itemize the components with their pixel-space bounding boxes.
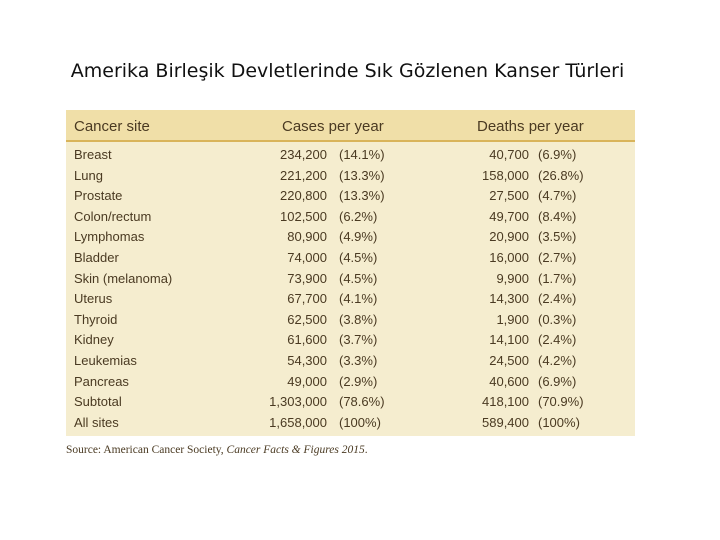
table-row — [66, 310, 635, 331]
cell-cancer-site: Lung — [74, 167, 103, 183]
cell-deaths: 589,400 — [482, 414, 529, 430]
cell-deaths-percent: (3.5%) — [538, 229, 577, 245]
cell-cases-percent: (78.6%) — [339, 394, 385, 410]
cell-deaths: 20,900 — [489, 229, 529, 245]
table-row — [66, 207, 635, 228]
table-row — [66, 413, 635, 434]
cell-deaths-percent: (2.4%) — [538, 291, 577, 307]
table-row — [66, 392, 635, 413]
cell-deaths: 1,900 — [496, 311, 529, 327]
cell-deaths-percent: (0.3%) — [538, 311, 577, 327]
cell-cases-percent: (13.3%) — [339, 167, 385, 183]
cell-deaths: 24,500 — [489, 352, 529, 368]
table-body — [66, 145, 635, 433]
cell-cases: 234,200 — [280, 147, 327, 162]
cell-cancer-site: Bladder — [74, 249, 119, 265]
cell-cases: 102,500 — [280, 208, 327, 224]
header-cancer-site: Cancer site — [74, 118, 150, 135]
cell-deaths: 40,700 — [489, 147, 529, 162]
cell-cases-percent: (13.3%) — [339, 188, 385, 204]
source-note — [66, 444, 368, 456]
cell-cancer-site: Skin (melanoma) — [74, 270, 173, 286]
cell-deaths: 14,300 — [489, 291, 529, 307]
cell-deaths-percent: (6.9%) — [538, 373, 577, 389]
source-prefix: Source: American Cancer Society, — [66, 444, 227, 456]
cell-cases: 62,500 — [287, 311, 327, 327]
cell-cases: 73,900 — [287, 270, 327, 286]
cell-cases-percent: (100%) — [339, 414, 381, 430]
cell-deaths-percent: (8.4%) — [538, 208, 577, 224]
cell-cancer-site: Colon/rectum — [74, 208, 152, 224]
cell-cancer-site: Leukemias — [74, 352, 137, 368]
table-row — [66, 227, 635, 248]
cell-cancer-site: Thyroid — [74, 311, 118, 327]
cell-cases-percent: (4.5%) — [339, 249, 378, 265]
cell-cancer-site: Kidney — [74, 332, 114, 348]
table-row — [66, 289, 635, 310]
table-row — [66, 166, 635, 187]
cell-deaths: 9,900 — [496, 270, 529, 286]
cell-deaths: 27,500 — [489, 188, 529, 204]
table-row — [66, 248, 635, 269]
cell-cases: 61,600 — [287, 332, 327, 348]
table-row — [66, 186, 635, 207]
cell-cancer-site: Prostate — [74, 188, 123, 204]
cell-cases: 1,303,000 — [269, 394, 327, 410]
cell-deaths: 40,600 — [489, 373, 529, 389]
cell-cases-percent: (3.3%) — [339, 352, 378, 368]
cell-deaths: 418,100 — [482, 394, 529, 410]
slide-title: Amerika Birleşik Devletlerinde Sık Gözlenen Kanser Türleri — [70, 60, 625, 82]
cell-deaths-percent: (26.8%) — [538, 167, 584, 183]
cell-cancer-site: Breast — [74, 147, 112, 162]
cell-deaths: 158,000 — [482, 167, 529, 183]
table-row — [66, 351, 635, 372]
table-row — [66, 330, 635, 351]
source-suffix: . — [364, 444, 368, 456]
cell-deaths-percent: (4.2%) — [538, 352, 577, 368]
cell-cases: 80,900 — [287, 229, 327, 245]
cell-cases-percent: (4.9%) — [339, 229, 378, 245]
cell-deaths-percent: (100%) — [538, 414, 580, 430]
cell-deaths-percent: (6.9%) — [538, 147, 577, 162]
cancer-table — [66, 110, 635, 436]
table-row — [66, 372, 635, 393]
cell-cases-percent: (4.5%) — [339, 270, 378, 286]
source-publication: Cancer Facts & Figures 2015 — [226, 444, 365, 456]
cell-deaths: 14,100 — [489, 332, 529, 348]
cell-deaths: 49,700 — [489, 208, 529, 224]
cell-cancer-site: Subtotal — [74, 394, 122, 410]
cell-cases-percent: (4.1%) — [339, 291, 378, 307]
cell-cancer-site: Uterus — [74, 291, 113, 307]
header-deaths-per-year: Deaths per year — [477, 118, 584, 135]
cell-cases-percent: (2.9%) — [339, 373, 378, 389]
cell-cancer-site: Pancreas — [74, 373, 129, 389]
cell-cases-percent: (14.1%) — [339, 147, 385, 162]
cell-cancer-site: Lymphomas — [74, 229, 145, 245]
cell-cases: 74,000 — [287, 249, 327, 265]
cell-deaths: 16,000 — [489, 249, 529, 265]
cell-deaths-percent: (2.4%) — [538, 332, 577, 348]
cell-cases: 221,200 — [280, 167, 327, 183]
table-row — [66, 269, 635, 290]
cell-cases: 67,700 — [287, 291, 327, 307]
cell-cancer-site: All sites — [74, 414, 119, 430]
cell-deaths-percent: (2.7%) — [538, 249, 577, 265]
cell-cases: 220,800 — [280, 188, 327, 204]
table-row — [66, 145, 635, 166]
cell-cases-percent: (6.2%) — [339, 208, 378, 224]
cell-deaths-percent: (4.7%) — [538, 188, 577, 204]
cell-cases-percent: (3.7%) — [339, 332, 378, 348]
table-header — [66, 110, 635, 142]
cell-deaths-percent: (70.9%) — [538, 394, 584, 410]
cell-cases-percent: (3.8%) — [339, 311, 378, 327]
cell-cases: 49,000 — [287, 373, 327, 389]
cell-cases: 54,300 — [287, 352, 327, 368]
header-cases-per-year: Cases per year — [282, 118, 384, 135]
cell-deaths-percent: (1.7%) — [538, 270, 577, 286]
cell-cases: 1,658,000 — [269, 414, 327, 430]
